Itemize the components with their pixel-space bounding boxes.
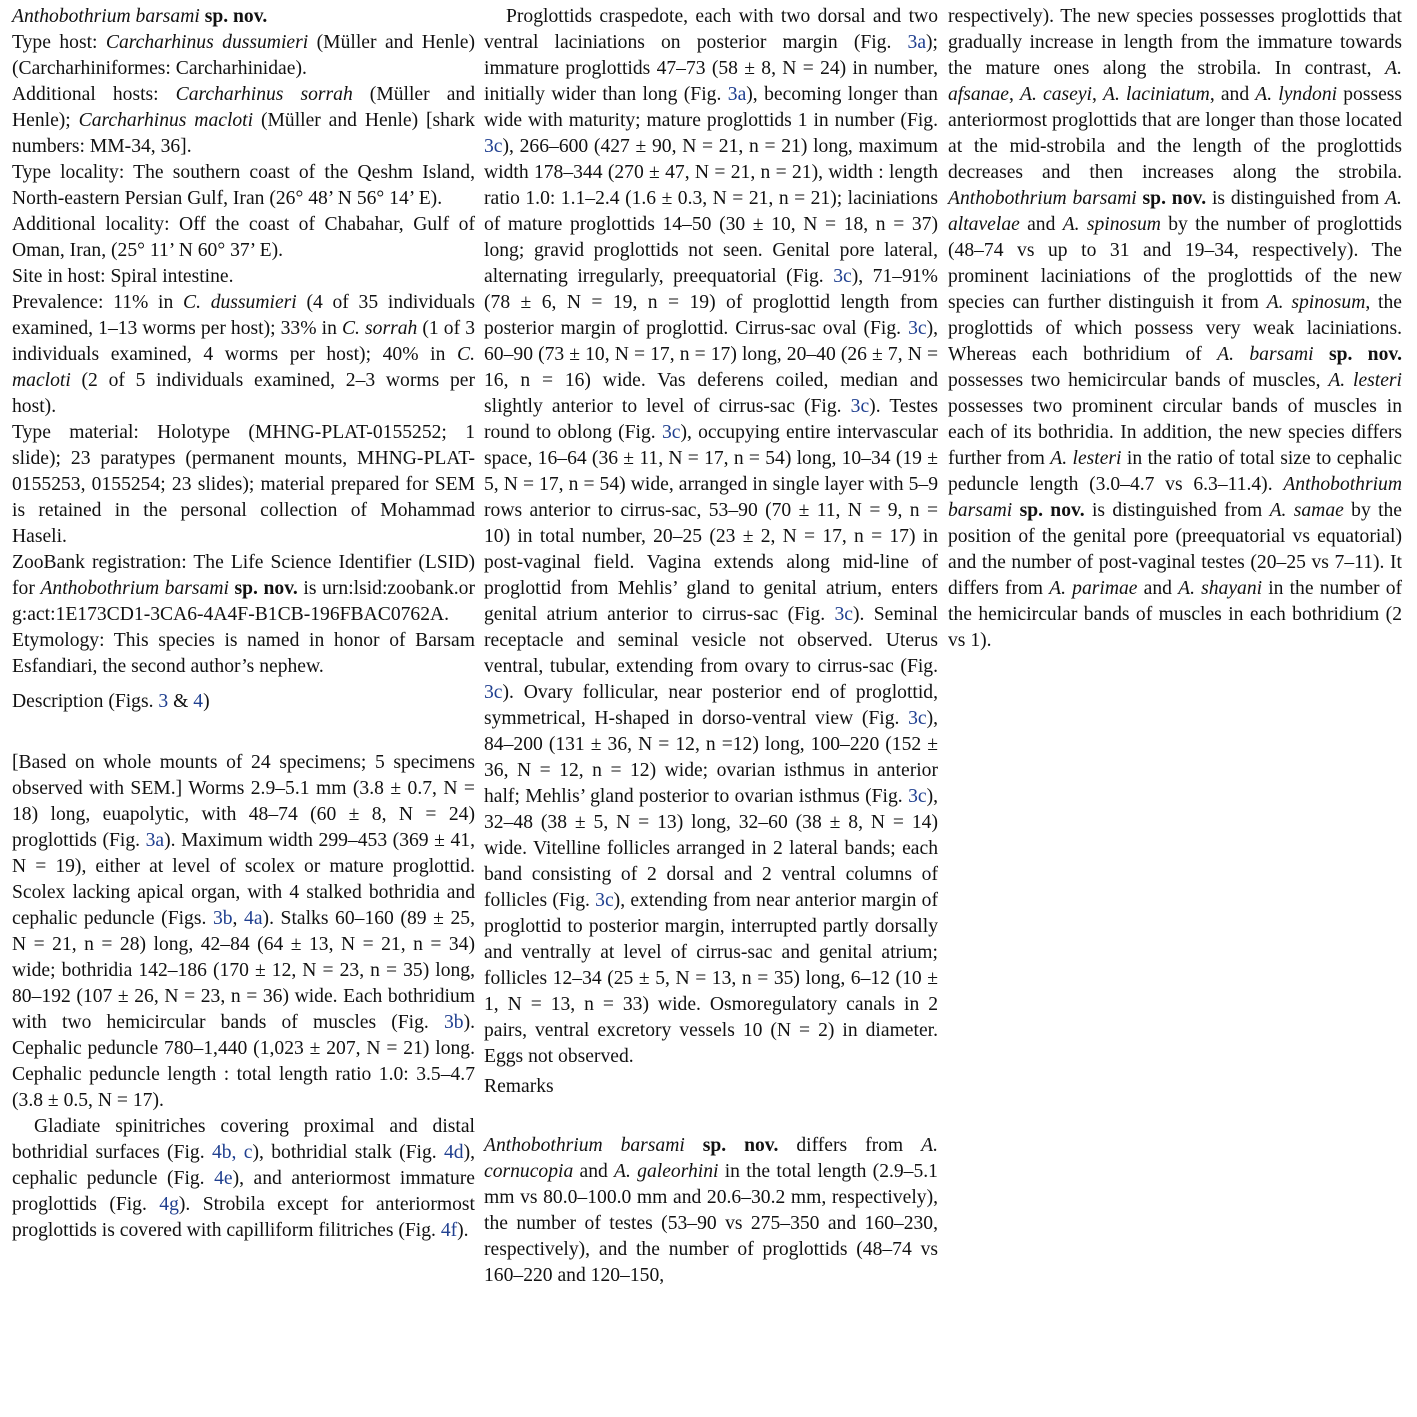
- figure-link[interactable]: 3a: [907, 32, 927, 53]
- figure-link[interactable]: 3c: [850, 396, 870, 417]
- figure-link[interactable]: 4d: [443, 1142, 464, 1163]
- figure-link[interactable]: 3c: [908, 708, 927, 729]
- description-paragraph-2: Gladiate spinitriches covering proximal and distal bothridial surfaces (Fig. 4b, c), bothridial stalk (Fig. 4d), cephalic peduncle (Fig. 4e), and anteriormost immature proglottids (Fig. 4g). Strobila except for anteriormost proglottids is covered with capilliform filitriches (Fig. 4f).: [12, 1116, 476, 1241]
- remarks-heading: Remarks: [484, 1076, 554, 1097]
- figure-link[interactable]: 4b, c: [211, 1142, 253, 1163]
- figure-link[interactable]: 3c: [484, 136, 503, 157]
- description-paragraph-1: [Based on whole mounts of 24 specimens; 5 specimens observed with SEM.] Worms 2.9–5.1 mm (3.8 ± 0.7, N = 18) long, euapolytic, with 48–74 (60 ± 8, N = 24) proglottids (Fig. 3a). Maximum width 299–453 (369 ± 41, N = 19), either at level of scolex or mature proglottid. Scolex lacking apical organ, with 4 stalked bothridia and cephalic peduncle (Figs. 3b, 4a). Stalks 60–160 (89 ± 25, N = 21, n = 28) long, 42–84 (64 ± 13, N = 21, n = 34) wide; bothridia 142–186 (170 ± 12, N = 23, n = 35) long, 80–192 (107 ± 26, N = 23, n = 36) wide. Each bothridium with two hemicircular bands of muscles (Fig. 3b). Cephalic peduncle 780–1,440 (1,023 ± 207, N = 21) long. Cephalic peduncle length : total length ratio 1.0: 3.5–4.7 (3.8 ± 0.5, N = 17).: [12, 752, 475, 1111]
- column-3: [948, 4, 1402, 654]
- type-host: Type host: Carcharhinus dussumieri (Müller and Henle) (Carcharhiniformes: Carcharhinidae).: [12, 32, 476, 79]
- figure-link[interactable]: 3c: [833, 266, 852, 287]
- additional-hosts: Additional hosts: Carcharhinus sorrah (Müller and Henle); Carcharhinus macloti (Müller and Henle) [shark numbers: MM-34, 36].: [12, 84, 475, 157]
- site-in-host: Site in host: Spiral intestine.: [12, 266, 234, 287]
- proglottids-paragraph: Proglottids craspedote, each with two dorsal and two ventral laciniations on posterior margin (Fig. 3a); immature proglottids 47–73 (58 ± 8, N = 24) in number, initially wider than long (Fig. 3a), becoming longer than wide with maturity; mature proglottids 1 in number (Fig. 3c), 266–600 (427 ± 90, N = 21, n = 21) long, maximum width 178–344 (270 ± 47, N = 21, n = 21), width : length ratio 1.0: 1.1–2.4 (1.6 ± 0.3, N = 21, n = 21); laciniations of mature proglottids 14–50 (30 ± 10, N = 18, n = 37) long; gravid proglottids not seen. Genital pore lateral, alternating irregularly, preequatorial (Fig. 3c), 71–91% (78 ± 6, N = 19, n = 19) of proglottid length from posterior margin of proglottid. Cirrus-sac oval (Fig. 3c), 60–90 (73 ± 10, N = 17, n = 17) long, 20–40 (26 ± 7, N = 16, n = 16) wide. Vas deferens coiled, median and slightly anterior to level of cirrus-sac (Fig. 3c). Testes round to oblong (Fig. 3c), occupying entire intervascular space, 16–64 (36 ± 11, N = 17, n = 54) long, 10–34 (19 ± 5, N = 17, n = 54) wide, arranged in single layer with 5–9 rows anterior to cirrus-sac, 53–90 (70 ± 11, N = 9, n = 10) in total number, 20–25 (23 ± 2, N = 17, n = 17) in post-vaginal field. Vagina extends along mid-line of proglottid from Mehlis’ gland to genital atrium, enters genital atrium anterior to cirrus-sac (Fig. 3c). Seminal receptacle and seminal vesicle not observed. Uterus ventral, tubular, extending from ovary to cirrus-sac (Fig. 3c). Ovary follicular, near posterior end of proglottid, symmetrical, H-shaped in dorso-ventral view (Fig. 3c), 84–200 (131 ± 36, N = 12, n =12) long, 100–220 (152 ± 36, N = 12, n = 12) wide; ovarian isthmus in anterior half; Mehlis’ gland posterior to ovarian isthmus (Fig. 3c), 32–48 (38 ± 5, N = 13) long, 32–60 (38 ± 8, N = 14) wide. Vitelline follicles arranged in 2 lateral bands; each band consisting of 2 dorsal and 2 ventral columns of follicles (Fig. 3c), extending from near anterior margin of proglottid to posterior margin, interrupted partly dorsally and ventrally at level of cirrus-sac and genital atrium; follicles 12–34 (25 ± 5, N = 13, n = 35) long, 6–12 (10 ± 1, N = 13, n = 33) wide. Osmoregulatory canals in 2 pairs, ventral excretory vessels 10 (N = 2) in diameter. Eggs not observed.: [484, 6, 939, 1067]
- figure-link[interactable]: 3c: [908, 786, 927, 807]
- figure-link[interactable]: 3a: [145, 830, 165, 851]
- figure-link[interactable]: 3c: [595, 890, 614, 911]
- type-material: Type material: Holotype (MHNG-PLAT-0155252; 1 slide); 23 paratypes (permanent mounts, MHNG-PLAT-0155253, 0155254; 23 slides); material prepared for SEM is retained in the personal collection of Mohammad Haseli.: [12, 422, 475, 547]
- figure-link[interactable]: 4e: [214, 1168, 233, 1189]
- figure-link[interactable]: 3c: [834, 604, 853, 625]
- column-1: [12, 4, 475, 1244]
- species-title: [12, 4, 475, 30]
- figure-link[interactable]: 3c: [908, 318, 927, 339]
- species-name: Anthobothrium barsami: [12, 6, 200, 27]
- remarks-continued: respectively). The new species possesses proglottids that gradually increase in length from the immature towards the mature ones along the strobila. In contrast, A. afsanae, A. caseyi, A. laciniatum, and A. lyndoni possess anteriormost proglottids that are longer than those located at the mid-strobila and the length of the proglottids decreases and then increases along the strobila. Anthobothrium barsami sp. nov. is distinguished from A. altavelae and A. spinosum by the number of proglottids (48–74 vs up to 31 and 19–34, respectively). The prominent laciniations of the proglottids of the new species can further distinguish it from A. spinosum, the proglottids of which possess very weak laciniations. Whereas each bothridium of A. barsami sp. nov. possesses two hemicircular bands of muscles, A. lesteri possesses two prominent circular bands of muscles in each of its bothridia. In addition, the new species differs further from A. lesteri in the ratio of total size to cephalic peduncle length (3.0–4.7 vs 6.3–11.4). Anthobothrium barsami sp. nov. is distinguished from A. samae by the position of the genital pore (preequatorial vs equatorial) and the number of post-vaginal testes (20–25 vs 7–11). It differs from A. parimae and A. shayani in the number of the hemicircular bands of muscles in each bothridium (2 vs 1).: [948, 6, 1403, 651]
- prevalence: Prevalence: 11% in C. dussumieri (4 of 35 individuals examined, 1–13 worms per host); 33% in C. sorrah (1 of 3 individuals examined, 4 worms per host); 40% in C. macloti (2 of 5 individuals examined, 2–3 worms per host).: [12, 292, 476, 417]
- etymology: Etymology: This species is named in honor of Barsam Esfandiari, the second author’s nephew.: [12, 630, 475, 677]
- type-locality: Type locality: The southern coast of the Qeshm Island, North-eastern Persian Gulf, Iran (26° 48’ N 56° 14’ E).: [12, 162, 475, 209]
- figure-link[interactable]: 4: [193, 691, 204, 712]
- additional-locality: Additional locality: Off the coast of Chabahar, Gulf of Oman, Iran, (25° 11’ N 60° 37’ E).: [12, 214, 475, 261]
- figure-link[interactable]: 3b: [443, 1012, 464, 1033]
- figure-link[interactable]: 3b: [212, 908, 233, 929]
- figure-link[interactable]: 3a: [727, 84, 747, 105]
- column-2: [484, 4, 938, 1289]
- figure-link[interactable]: 3c: [484, 682, 503, 703]
- figure-link[interactable]: 4f: [440, 1220, 458, 1241]
- figure-link[interactable]: 4a: [244, 908, 263, 929]
- figure-link[interactable]: 3: [158, 691, 169, 712]
- figure-link[interactable]: 4g: [159, 1194, 179, 1215]
- description-heading: Description (Figs. 3 & 4): [12, 691, 210, 712]
- figure-link[interactable]: 3c: [661, 422, 681, 443]
- zoobank-registration: ZooBank registration: The Life Science Identifier (LSID) for Anthobothrium barsami sp. nov. is urn:lsid:zoobank.org:act:1E173CD1-3CA6-4A4F-B1CB-196FBAC0762A.: [12, 552, 475, 625]
- remarks-paragraph: Anthobothrium barsami sp. nov. differs from A. cornucopia and A. galeorhini in the total length (2.9–5.1 mm vs 80.0–100.0 mm and 20.6–30.2 mm, respectively), the number of testes (53–90 vs 275–350 and 160–230, respectively), and the number of proglottids (48–74 vs 160–220 and 120–150,: [484, 1135, 938, 1286]
- sp-nov-label: sp. nov.: [204, 6, 268, 27]
